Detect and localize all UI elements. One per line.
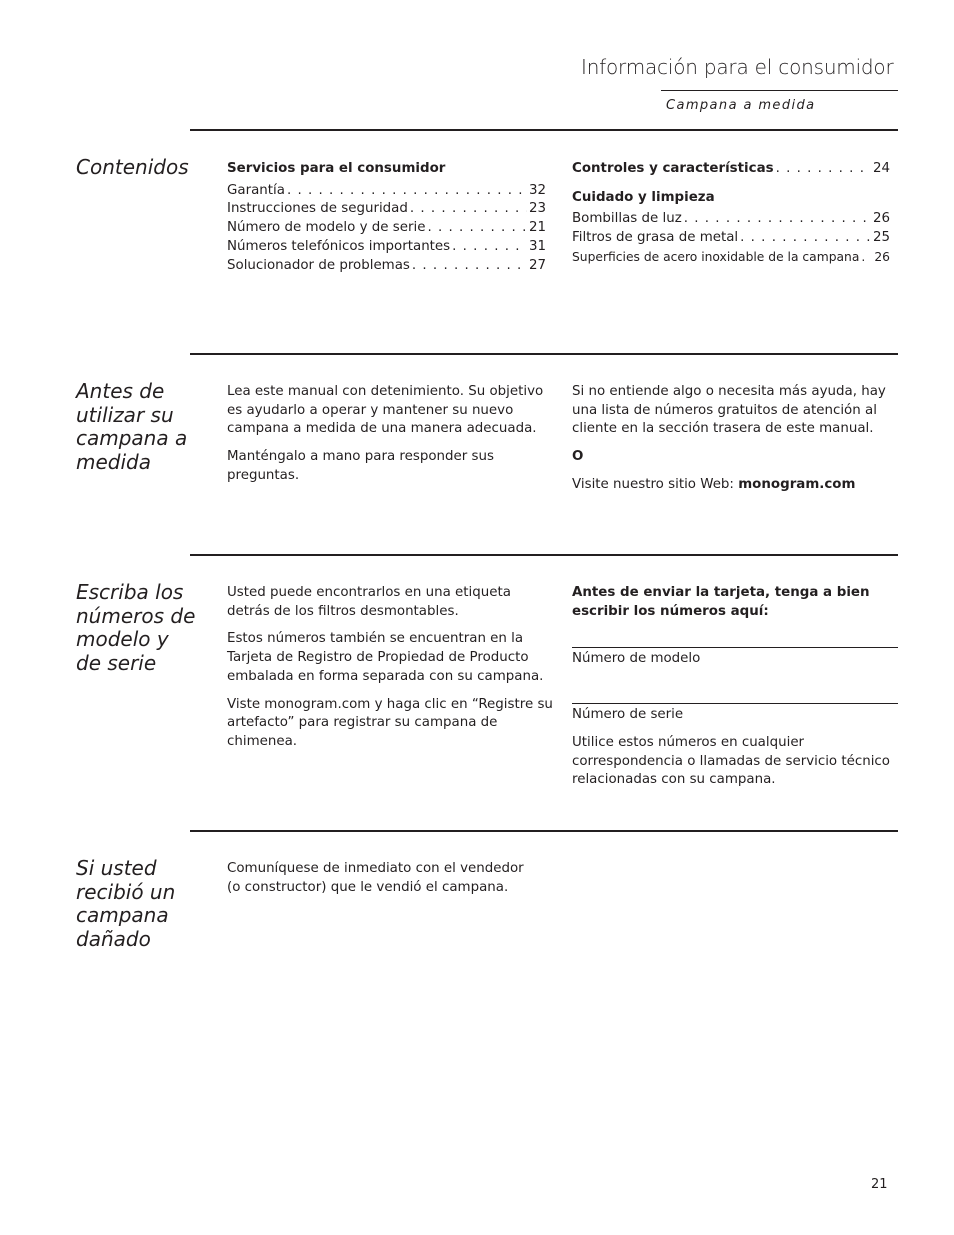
toc-heading-consumer-services: Servicios para el consumidor <box>227 161 446 176</box>
toc-leader-dots <box>859 248 872 267</box>
toc-entry-page: 27 <box>528 257 546 273</box>
toc-entry-label: Número de modelo y de serie <box>227 220 426 236</box>
section-title-numbers: Escriba los números de modelo y de serie <box>76 580 196 675</box>
toc-entry-label: Superficies de acero inoxidable de la campana <box>572 249 860 264</box>
toc-entry[interactable] <box>227 200 546 219</box>
serial-number-label: Número de serie <box>572 707 684 722</box>
toc-entry-page: 21 <box>528 220 546 236</box>
toc-entry-label: Controles y características <box>572 161 774 176</box>
model-number-label: Número de modelo <box>572 651 701 666</box>
page-header-subtitle: Campana a medida <box>666 98 816 113</box>
damaged-paragraph: Comuníquese de inmediato con el vendedor (o constructor) que le vendió el campana. <box>227 861 524 895</box>
numbers-paragraph-2: Estos números también se encuentran en la Tarjeta de Registro de Propiedad de Producto embalada en forma separada con su campana. <box>227 631 544 684</box>
toc-leader-dots <box>408 200 527 219</box>
help-paragraph: Si no entiende algo o necesita más ayuda, hay una lista de números gratuitos de atención al cliente en la sección trasera de este manual. <box>572 384 886 437</box>
serial-number-write-line[interactable] <box>572 703 898 704</box>
website-line <box>572 476 892 495</box>
before-left-column <box>227 383 545 495</box>
toc-leader-dots <box>425 219 527 238</box>
section-divider-contents <box>190 129 898 131</box>
page-number: 21 <box>871 1177 888 1192</box>
toc-entry[interactable] <box>227 257 546 276</box>
before-paragraph-2: Manténgalo a mano para responder sus preguntas. <box>227 449 494 483</box>
toc-leader-dots <box>738 229 871 248</box>
toc-entry-label: Números telefónicos importantes <box>227 238 451 254</box>
contents-right-column <box>572 160 890 267</box>
section-divider-before <box>190 353 898 355</box>
toc-leader-dots <box>410 257 527 276</box>
model-number-write-line[interactable] <box>572 647 898 648</box>
toc-entry[interactable] <box>572 248 890 267</box>
toc-entry[interactable] <box>572 229 890 248</box>
toc-leader-dots <box>450 238 527 257</box>
toc-entry-page: 25 <box>872 230 890 246</box>
header-rule <box>661 90 898 91</box>
toc-entry-label: Garantía <box>227 182 285 198</box>
record-numbers-heading: Antes de enviar la tarjeta, tenga a bien escribir los números aquí: <box>572 585 870 619</box>
toc-entry[interactable] <box>227 238 546 257</box>
section-title-before: Antes de utilizar su campana a medida <box>76 379 188 474</box>
page-header-title: Información para el consumidor <box>581 55 894 79</box>
or-separator: O <box>572 449 584 465</box>
toc-leader-dots <box>774 160 871 179</box>
toc-entry-page: 32 <box>528 182 546 198</box>
numbers-left-column <box>227 584 553 761</box>
toc-entry[interactable] <box>227 219 546 238</box>
toc-entry-page: 31 <box>528 238 546 254</box>
toc-entry-page: 26 <box>874 249 890 264</box>
section-divider-damaged <box>190 830 898 832</box>
toc-entry[interactable] <box>227 182 546 201</box>
website-text: Visite nuestro sitio Web: <box>572 476 739 492</box>
toc-entry-page: 26 <box>872 211 890 227</box>
numbers-paragraph-1: Usted puede encontrarlos en una etiqueta detrás de los filtros desmontables. <box>227 585 511 619</box>
toc-heading-care: Cuidado y limpieza <box>572 189 715 205</box>
contents-left-column <box>227 160 546 275</box>
section-title-contents: Contenidos <box>76 155 189 179</box>
toc-leader-dots <box>285 182 527 201</box>
numbers-usage-paragraph: Utilice estos números en cualquier correspondencia o llamadas de servicio técnico relacionadas con su campana. <box>572 735 890 788</box>
before-right-column <box>572 383 892 504</box>
toc-leader-dots <box>682 210 871 229</box>
toc-entry-label: Solucionador de problemas <box>227 257 410 273</box>
numbers-paragraph-3: Viste monogram.com y haga clic en “Registre su artefacto” para registrar su campana de chimenea. <box>227 696 553 749</box>
toc-entry-controls[interactable] <box>572 160 890 179</box>
toc-entry-page: 23 <box>528 201 546 217</box>
toc-entry-label: Instrucciones de seguridad <box>227 201 408 217</box>
toc-entry[interactable] <box>572 210 890 229</box>
toc-entry-label: Filtros de grasa de metal <box>572 230 739 246</box>
toc-entry-label: Bombillas de luz <box>572 211 682 227</box>
section-title-damaged: Si usted recibió un campana dañado <box>76 856 176 951</box>
before-paragraph-1: Lea este manual con detenimiento. Su objetivo es ayudarlo a operar y mantener su nuevo campana a medida de una manera adecuada. <box>227 384 544 437</box>
toc-entry-page: 24 <box>872 161 890 176</box>
website-link[interactable]: monogram.com <box>738 476 856 492</box>
numbers-right-column <box>572 584 898 630</box>
section-divider-numbers <box>190 554 898 556</box>
